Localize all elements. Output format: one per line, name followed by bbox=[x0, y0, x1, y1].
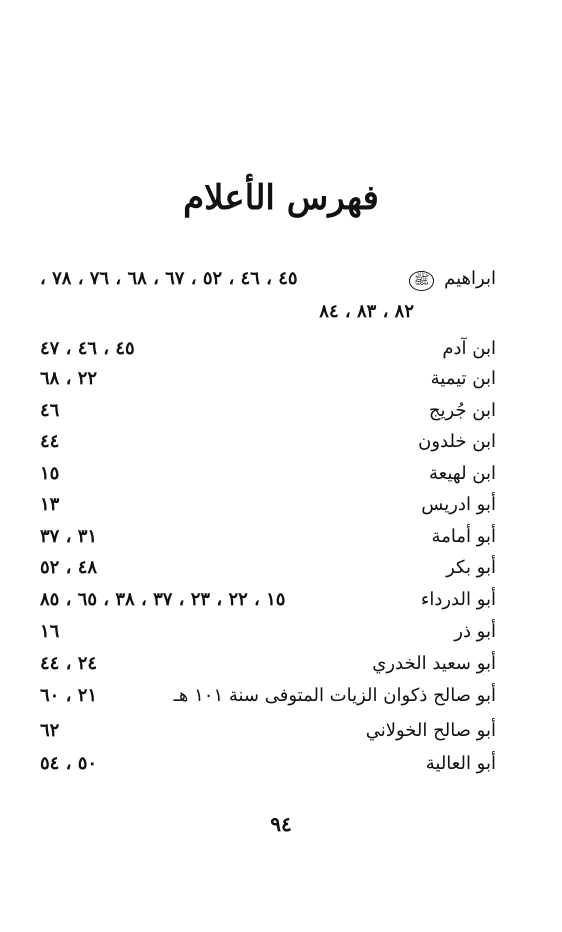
entry-pages: ٢١ ، ٦٠ bbox=[40, 685, 98, 706]
index-entry bbox=[40, 749, 496, 779]
entry-pages: ١٣ bbox=[40, 494, 60, 515]
index-entry bbox=[40, 649, 496, 679]
entry-name: أبو صالح ذكوان الزيات المتوفى سنة ١٠١ هـ bbox=[173, 685, 496, 706]
page-title: فهرس الأعلام bbox=[183, 178, 379, 218]
index-entry bbox=[40, 553, 496, 583]
index-entry bbox=[40, 490, 496, 520]
index-entry bbox=[40, 364, 496, 394]
index-entry bbox=[40, 681, 496, 711]
entry-pages: ٤٤ bbox=[40, 431, 60, 452]
entry-name: أبو سعيد الخدري bbox=[372, 653, 496, 674]
entry-name: أبو صالح الخولاني bbox=[365, 720, 496, 741]
entry-name: أبو ادريس bbox=[421, 494, 496, 515]
entry-pages: ٥٠ ، ٥٤ bbox=[40, 753, 98, 774]
entry-pages: ٤٥ ، ٤٦ ، ٤٧ bbox=[40, 338, 135, 359]
index-entry bbox=[40, 585, 496, 615]
honorific-seal-icon: ﷺ bbox=[409, 271, 435, 291]
entry-pages: ٤٦ bbox=[40, 400, 60, 421]
entry-name: ابن جُريج bbox=[428, 400, 496, 421]
entry-name: ابراهيم bbox=[444, 268, 496, 289]
entry-name: أبو العالية bbox=[425, 753, 496, 774]
entry-pages: ٤٨ ، ٥٢ bbox=[40, 557, 98, 578]
index-entry bbox=[40, 427, 496, 457]
entry-name: ابن خلدون bbox=[418, 431, 496, 452]
entry-name: ابن لهيعة bbox=[429, 463, 496, 484]
entry-pages: ١٥ ، ٢٢ ، ٢٣ ، ٣٧ ، ٣٨ ، ٦٥ ، ٨٥ bbox=[40, 589, 286, 610]
index-entry bbox=[40, 617, 496, 647]
index-entry bbox=[40, 264, 496, 294]
index-entry bbox=[40, 459, 496, 489]
page-number: ٩٤ bbox=[270, 812, 292, 836]
index-entry bbox=[40, 522, 496, 552]
index-entry bbox=[40, 334, 496, 364]
entry-pages: ١٦ bbox=[40, 621, 60, 642]
entry-pages: ٤٥ ، ٤٦ ، ٥٢ ، ٦٧ ، ٦٨ ، ٧٦ ، ٧٨ ، bbox=[40, 268, 298, 289]
entry-pages: ٢٤ ، ٤٤ bbox=[40, 653, 98, 674]
entry-pages: ١٥ bbox=[40, 463, 60, 484]
entry-pages: ٣١ ، ٣٧ bbox=[40, 526, 98, 547]
entry-name: ابن تيمية bbox=[430, 368, 496, 389]
entry-name: أبو ذر bbox=[454, 621, 496, 642]
entry-name: أبو بكر bbox=[446, 557, 496, 578]
entry-name: ابن آدم bbox=[442, 338, 496, 359]
entry-name: أبو أمامة bbox=[431, 526, 496, 547]
entry-pages: ٢٢ ، ٦٨ bbox=[40, 368, 98, 389]
index-entry bbox=[40, 396, 496, 426]
entry-pages-continued: ٨٢ ، ٨٣ ، ٨٤ bbox=[319, 301, 414, 322]
entry-name: أبو الدرداء bbox=[420, 589, 496, 610]
index-entry bbox=[40, 716, 496, 746]
entry-pages: ٦٢ bbox=[40, 720, 60, 741]
